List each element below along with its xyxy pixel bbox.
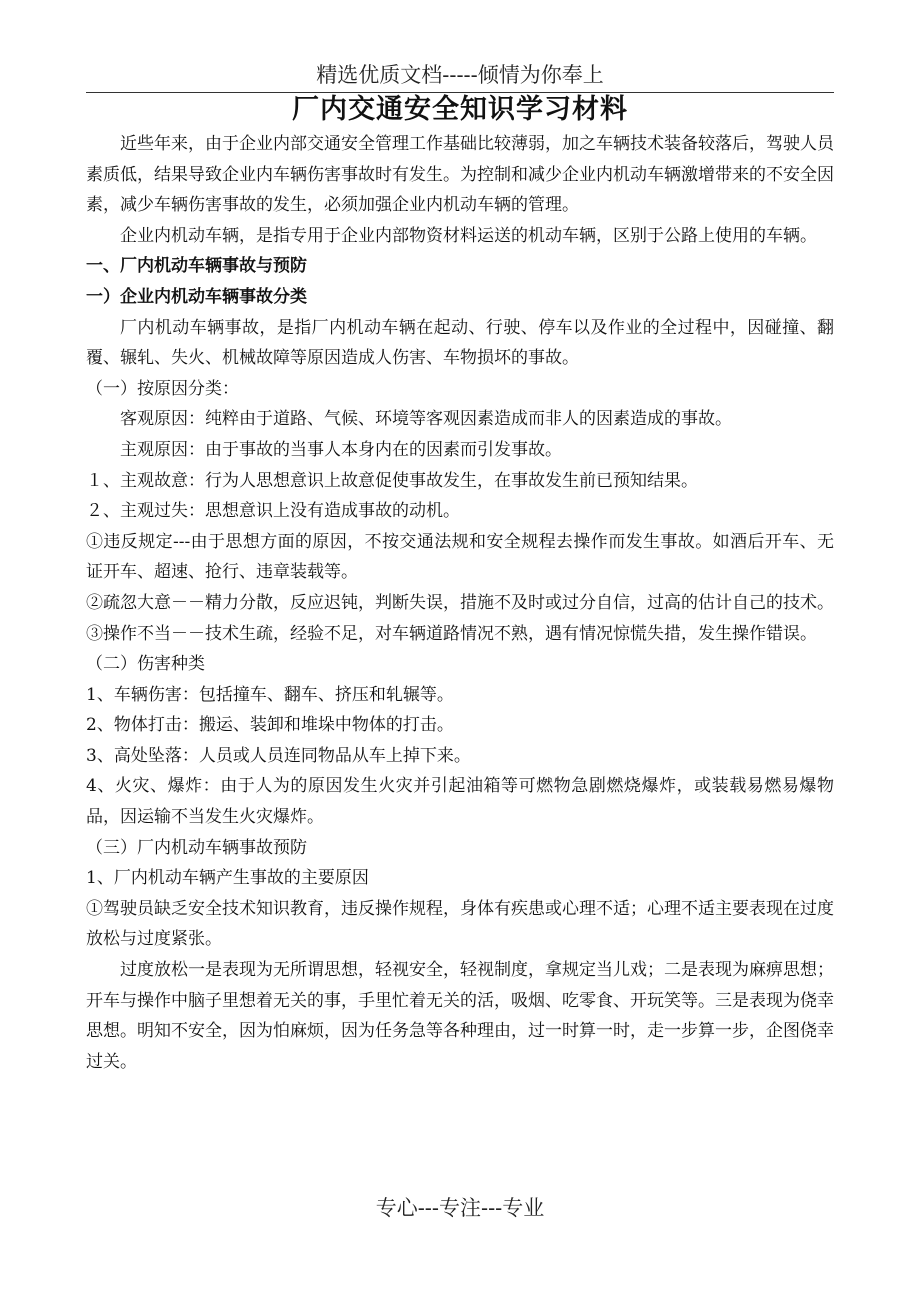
- subsection-heading: 一）企业内机动车辆事故分类: [86, 286, 307, 307]
- paragraph-subjective-cause: 主观原因：由于事故的当事人本身内在的因素而引发事故。: [120, 439, 562, 460]
- list-item-main-causes: 1、厂内机动车辆产生事故的主要原因: [86, 868, 369, 889]
- paragraph-intro: 近些年来，由于企业内部交通安全管理工作基础比较薄弱，加之车辆技术装备较落后，驾驶人员素质低，结果导致企业内车辆伤害事故时有发生。为控制和减少企业内机动车辆激增带来的不安全因素，减少车辆伤害事故的发生，必须加强企业内机动车辆的管理。: [86, 134, 834, 216]
- list-item-improper-operation: ③操作不当－－技术生疏，经验不足，对车辆道路情况不熟，遇有情况惊慌失措，发生操作错误。: [86, 623, 817, 644]
- page-header: 精选优质文档-----倾情为你奉上: [316, 63, 604, 87]
- subheading-prevention: （三）厂内机动车辆事故预防: [86, 837, 307, 858]
- document-title: 厂内交通安全知识学习材料: [292, 94, 628, 125]
- paragraph-accident-definition: 厂内机动车辆事故，是指厂内机动车辆在起动、行驶、停车以及作业的全过程中，因碰撞、翻覆、辗轧、失火、机械故障等原因造成人伤害、车物损坏的事故。: [86, 317, 834, 369]
- list-item-violation: ①违反规定---由于思想方面的原因，不按交通法规和安全规程去操作而发生事故。如酒后开车、无证开车、超速、抢行、违章装载等。: [86, 531, 834, 583]
- list-item-intentional: １、主观故意：行为人思想意识上故意促使事故发生，在事故发生前已预知结果。: [86, 470, 698, 491]
- list-item-vehicle-injury: 1、车辆伤害：包括撞车、翻车、挤压和轧辗等。: [86, 684, 454, 705]
- document-body: [86, 129, 834, 1077]
- section-heading: 一、厂内机动车辆事故与预防: [86, 256, 307, 277]
- paragraph-objective-cause: 客观原因：纯粹由于道路、气候、环境等客观因素造成而非人的因素造成的事故。: [120, 409, 732, 430]
- list-item-negligence: ２、主观过失：思想意识上没有造成事故的动机。: [86, 501, 460, 522]
- page-footer: 专心---专注---专业: [375, 1196, 545, 1220]
- list-item-fire-explosion: 4、火灾、爆炸：由于人为的原因发生火灾并引起油箱等可燃物急剧燃烧爆炸，或装载易燃易爆物品，因运输不当发生火灾爆炸。: [86, 776, 834, 828]
- list-item-carelessness: ②疏忽大意－－精力分散，反应迟钝，判断失误，措施不及时或过分自信，过高的估计自己的技术。: [86, 592, 834, 613]
- list-item-fall: 3、高处坠落：人员或人员连同物品从车上掉下来。: [86, 745, 471, 766]
- paragraph-over-relaxation: 过度放松一是表现为无所谓思想，轻视安全，轻视制度，拿规定当儿戏；二是表现为麻痹思想；开车与操作中脑子里想着无关的事，手里忙着无关的活，吸烟、吃零食、开玩笑等。三是表现为侥幸思想。明知不安全，因为怕麻烦，因为任务急等各种理由，过一时算一时，走一步算一步，企图侥幸过关。: [86, 960, 834, 1072]
- subheading-injury-types: （二）伤害种类: [86, 654, 205, 675]
- paragraph-definition: 企业内机动车辆，是指专用于企业内部物资材料运送的机动车辆，区别于公路上使用的车辆。: [120, 225, 817, 246]
- subheading-by-cause: （一）按原因分类：: [86, 378, 239, 399]
- list-item-driver-education: ①驾驶员缺乏安全技术知识教育，违反操作规程，身体有疾患或心理不适；心理不适主要表现在过度放松与过度紧张。: [86, 898, 834, 950]
- list-item-object-strike: 2、物体打击：搬运、装卸和堆垛中物体的打击。: [86, 715, 454, 736]
